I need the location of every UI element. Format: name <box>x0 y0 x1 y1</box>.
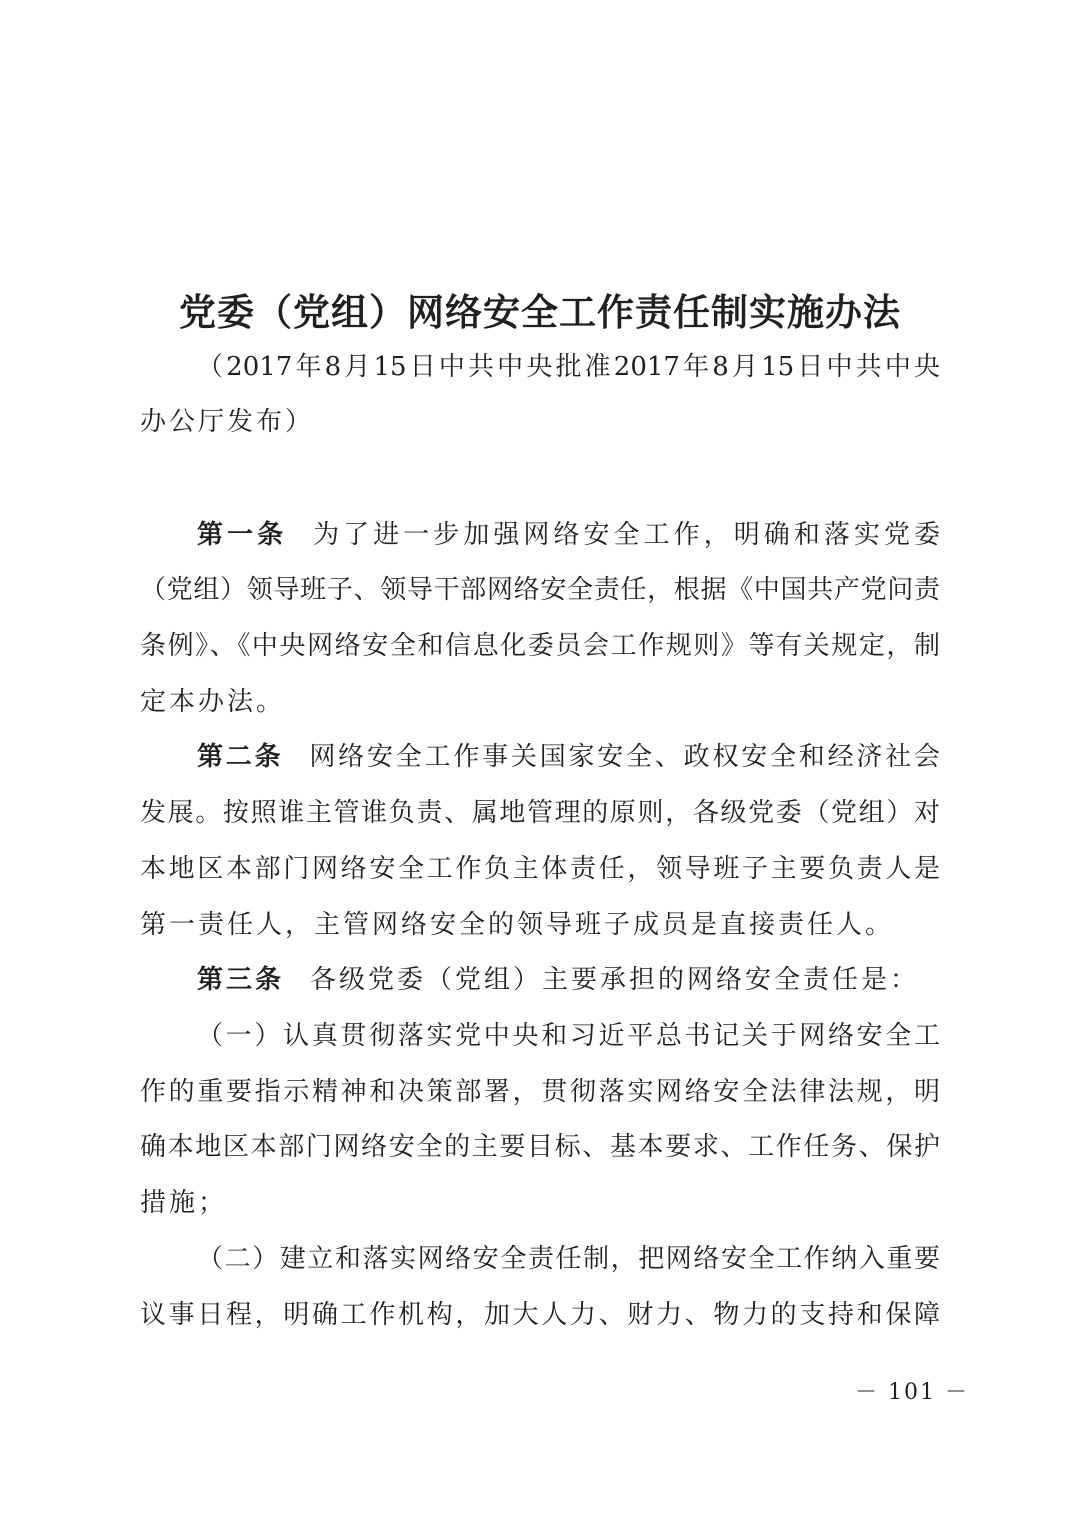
item-1-line: 确本地区本部门网络安全的主要目标、基本要求、工作任务、保护 <box>140 1132 940 1162</box>
article-2-line <box>197 729 940 785</box>
article-3-line <box>197 952 940 1008</box>
item-1-line: 作的重要指示精神和决策部署，贯彻落实网络安全法律法规，明 <box>140 1077 940 1107</box>
article-2-line: 发展。按照谁主管谁负责、属地管理的原则，各级党委（党组）对 <box>140 798 940 828</box>
article-2-line: 第一责任人，主管网络安全的领导班子成员是直接责任人。 <box>140 910 895 940</box>
article-2-line: 本地区本部门网络安全工作负主体责任，领导班子主要负责人是 <box>140 854 940 884</box>
text: 为了进一步加强网络安全工作，明确和落实党委 <box>313 520 940 550</box>
subtitle-line: （2017年8月15日中共中央批准2017年8月15日中共中央 <box>197 352 940 382</box>
item-2-line: （二）建立和落实网络安全责任制，把网络安全工作纳入重要 <box>197 1244 940 1274</box>
article-1-line: 条例》、《中央网络安全和信息化委员会工作规则》等有关规定，制 <box>140 631 940 661</box>
item-1-line: （一）认真贯彻落实党中央和习近平总书记关于网络安全工 <box>197 1021 940 1051</box>
item-2-line: 议事日程，明确工作机构，加大人力、财力、物力的支持和保障 <box>140 1300 940 1330</box>
article-1-line: （党组）领导班子、领导干部网络安全责任，根据《中国共产党问责 <box>140 575 940 605</box>
article-1-heading: 第一条 <box>197 520 288 550</box>
article-1-line: 定本办法。 <box>140 687 286 717</box>
article-2-heading: 第二条 <box>197 742 284 772</box>
article-3-heading: 第三条 <box>197 965 285 995</box>
document-title: 党委（党组）网络安全工作责任制实施办法 <box>179 290 901 334</box>
text: 网络安全工作事关国家安全、政权安全和经济社会 <box>309 742 940 772</box>
item-1-line: 措施； <box>140 1188 228 1218</box>
text: 各级党委（党组）主要承担的网络安全责任是： <box>310 965 920 995</box>
subtitle-line: 办公厅发布） <box>140 407 315 437</box>
page-number: － 101 － <box>855 1380 969 1405</box>
article-1-line <box>197 507 940 563</box>
